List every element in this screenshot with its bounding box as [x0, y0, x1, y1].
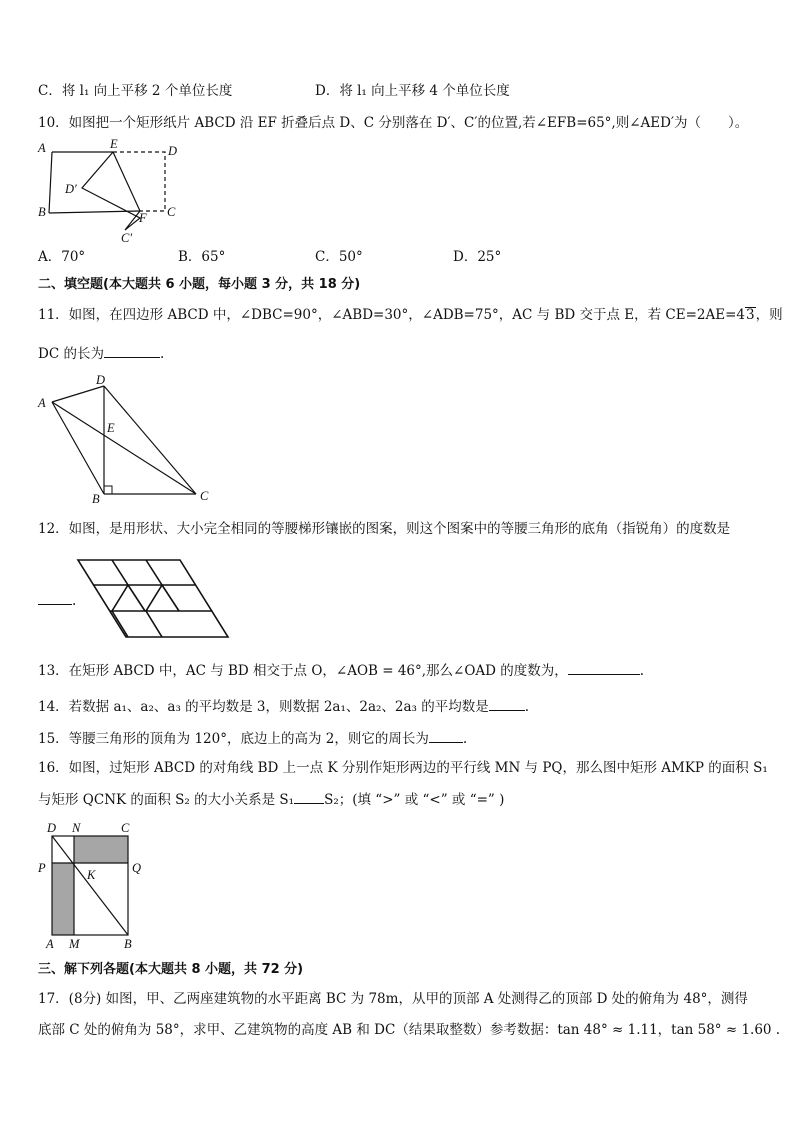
q16-label-k: K: [87, 868, 96, 882]
q12-answer-line: [38, 590, 76, 610]
q17-line1: 17．(8分) 如图，甲、乙两座建筑物的水平距离 BC 为 78m，从甲的顶部 A 处测得乙的顶部 D 处的俯角为 48°，测得: [38, 991, 748, 1007]
q16-label-b: B: [124, 937, 132, 951]
q16-answer-blank[interactable]: [294, 789, 324, 804]
q11-answer-blank[interactable]: [104, 343, 160, 358]
q11-stem-line1: [38, 306, 783, 324]
q11-stem-c: DC 的长为: [38, 346, 104, 362]
q13-stem-line: [38, 660, 644, 680]
q11-stem-b: ，则: [755, 307, 783, 323]
q16-label-a: A: [46, 937, 54, 951]
q11-stem-a: 11．如图，在四边形 ABCD 中，∠DBC=90°，∠ABD=30°，∠ADB=75°，AC 与 BD 交于点 E，若 CE=2AE=4: [38, 307, 746, 323]
section-3-heading: 三、解下列各题(本大题共 8 小题，共 72 分): [38, 962, 304, 977]
q16-label-n: N: [72, 821, 81, 835]
q15-stem: 15．等腰三角形的顶角为 120°，底边上的高为 2，则它的周长为: [38, 731, 429, 747]
q16-stem-line1: 16．如图，过矩形 ABCD 的对角线 BD 上一点 K 分别作矩形两边的平行线 MN 与 PQ，那么图中矩形 AMKP 的面积 S₁: [38, 760, 768, 776]
q14-stem-line: [38, 696, 529, 716]
q12-figure: [78, 558, 233, 642]
q16-stem-b2: S₂；(填 “>” 或 “<” 或 “=” ): [324, 792, 505, 808]
q13-stem: 13．在矩形 ABCD 中，AC 与 BD 相交于点 O，∠AOB = 46°,那么∠OAD 的度数为，: [38, 663, 568, 679]
q14-stem: 14．若数据 a₁、a₂、a₃ 的平均数是 3，则数据 2a₁、2a₂、2a₃ 的平均数是: [38, 699, 489, 715]
q17-line2: 底部 C 处的俯角为 58°，求甲、乙建筑物的高度 AB 和 DC（结果取整数）参考数据：tan 48° ≈ 1.11，tan 58° ≈ 1.60 .: [38, 1022, 781, 1038]
q16-label-c: C: [121, 821, 130, 835]
q16-stem-b1: 与矩形 QCNK 的面积 S₂ 的大小关系是 S₁: [38, 792, 295, 808]
q12-answer-blank[interactable]: [38, 590, 72, 605]
q10-stem: 10．如图把一个矩形纸片 ABCD 沿 EF 折叠后点 D、C 分别落在 D′、C′的位置,若∠EFB=65°,则∠AED′为（ ）。: [38, 115, 749, 131]
q16-label-p: P: [38, 861, 46, 875]
q14-stem-end: .: [524, 699, 530, 715]
q11-sqrt: 3: [746, 307, 755, 323]
q16-label-q: Q: [132, 861, 142, 875]
q10-option-b: B．65°: [178, 249, 226, 265]
q10-figure: [30, 138, 180, 248]
q10-option-c: C．50°: [315, 249, 363, 265]
q10-option-d: D．25°: [453, 249, 502, 265]
q15-stem-line: [38, 728, 467, 748]
q10-label-e: E: [110, 137, 118, 151]
q11-stem-line2: [38, 343, 164, 363]
q11-stem-end: .: [159, 346, 165, 362]
q11-figure: [30, 372, 220, 507]
q10-label-d: D: [168, 144, 178, 158]
q11-label-a: A: [38, 396, 46, 410]
q15-stem-end: .: [462, 731, 468, 747]
q10-label-c: C: [167, 205, 176, 219]
q10-label-b: B: [38, 205, 46, 219]
q13-stem-end: .: [639, 663, 645, 679]
q11-label-c: C: [200, 489, 209, 503]
q13-answer-blank[interactable]: [568, 660, 640, 675]
q14-answer-blank[interactable]: [489, 696, 525, 711]
q16-label-m: M: [69, 937, 80, 951]
q11-label-b: B: [92, 492, 100, 506]
q16-stem-line2: [38, 789, 504, 809]
q16-label-d: D: [47, 821, 57, 835]
section-2-heading: 二、填空题(本大题共 6 小题，每小题 3 分，共 18 分): [38, 277, 361, 292]
q10-option-a: A．70°: [38, 249, 86, 265]
q9-option-c: C．将 l₁ 向上平移 2 个单位长度: [38, 83, 233, 99]
q11-label-e: E: [107, 421, 115, 435]
q12-stem: 12．如图，是用形状、大小完全相同的等腰梯形镶嵌的图案，则这个图案中的等腰三角形的底角（指锐角）的度数是: [38, 521, 731, 537]
q10-label-cprime: C′: [121, 231, 133, 245]
q10-label-f: F: [139, 211, 147, 225]
q9-option-d: D．将 l₁ 向上平移 4 个单位长度: [315, 83, 510, 99]
q12-stem-end: .: [72, 593, 77, 609]
q10-label-a: A: [38, 141, 46, 155]
q10-label-dprime: D′: [65, 182, 77, 196]
q15-answer-blank[interactable]: [429, 728, 463, 743]
q16-figure: [30, 818, 160, 953]
q11-label-d: D: [96, 373, 106, 387]
